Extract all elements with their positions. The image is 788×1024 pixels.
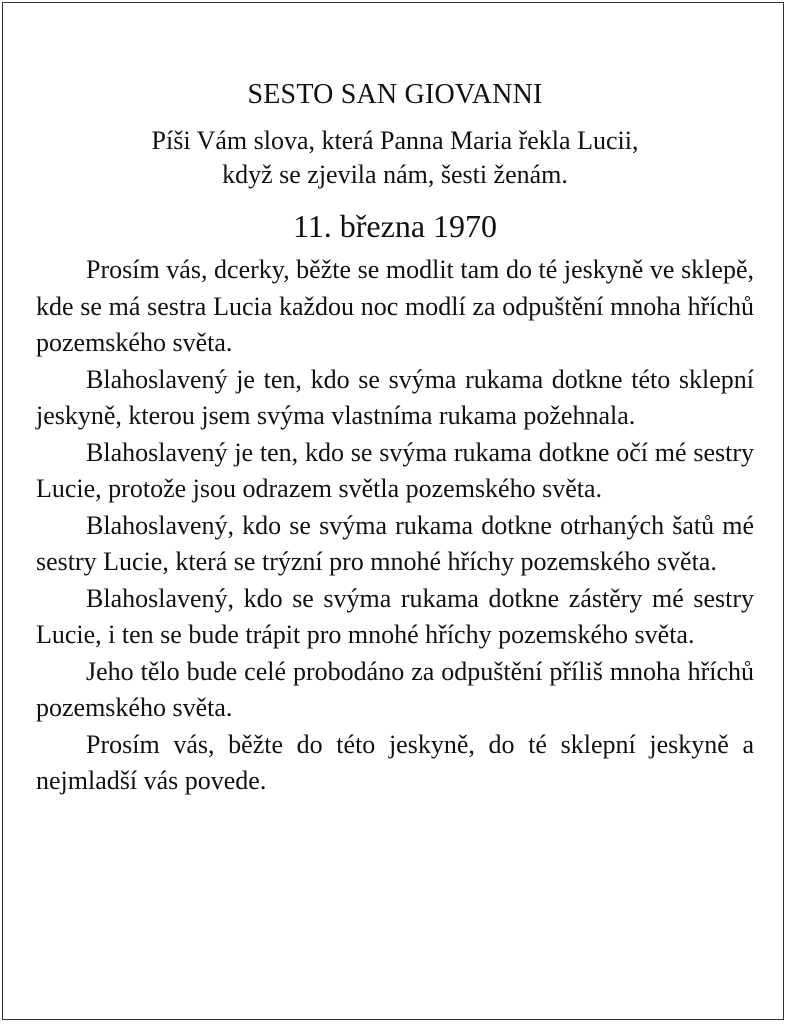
paragraph: Jeho tělo bude celé probodáno za odpuštění příliš mnoha hříchů pozemského světa.	[36, 656, 754, 722]
paragraph: Blahoslavený je ten, kdo se svýma rukama dotkne očí mé sestry Lucie, protože jsou odrazem světla pozemského světa.	[36, 437, 754, 503]
intro-line: Píši Vám slova, která Panna Maria řekla Lucii,	[151, 126, 639, 155]
intro-line: když se zjevila nám, šesti ženám.	[222, 160, 568, 189]
message-text	[36, 252, 754, 800]
date-heading: 11. března 1970	[292, 208, 498, 244]
place-title: SESTO SAN GIOVANNI	[247, 79, 543, 110]
paragraph: Blahoslavený, kdo se svýma rukama dotkne zástěry mé sestry Lucie, i ten se bude trápit pro mnohé hříchy pozemského světa.	[36, 583, 754, 649]
paragraph: Blahoslavený, kdo se svýma rukama dotkne otrhaných šatů mé sestry Lucie, která se trýzní pro mnohé hříchy pozemského světa.	[36, 510, 754, 576]
document-body	[36, 78, 754, 800]
intro-text	[36, 124, 754, 192]
paragraph: Prosím vás, dcerky, běžte se modlit tam do té jeskyně ve sklepě, kde se má sestra Lucia každou noc modlí za odpuštění mnoha hříchů pozemského světa.	[36, 255, 754, 357]
paragraph: Prosím vás, běžte do této jeskyně, do té sklepní jeskyně a nejmladší vás povede.	[36, 729, 754, 795]
paragraph: Blahoslavený je ten, kdo se svýma rukama dotkne této sklepní jeskyně, kterou jsem svýma vlastníma rukama požehnala.	[36, 364, 754, 430]
